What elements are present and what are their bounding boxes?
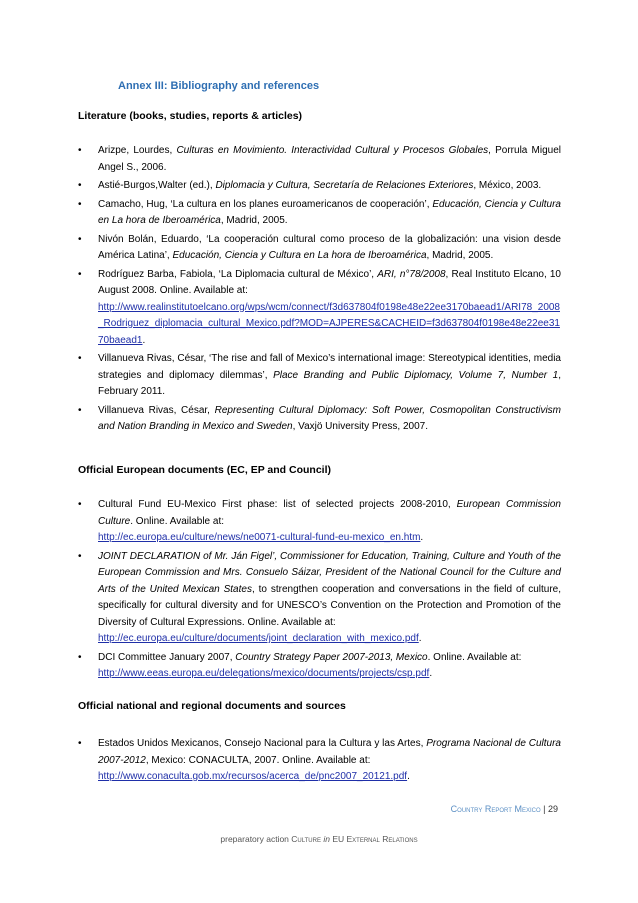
bullet-icon: • bbox=[78, 268, 82, 280]
annex-title: Annex III: Bibliography and references bbox=[118, 80, 320, 92]
list-item: • Villanueva Rivas, César, Representing Cultural Diplomacy: Soft Power, Cosmopolitan Constructivism and Nation Branding in Mexico and Sweden, Vaxjö University Press, 2007. bbox=[78, 404, 561, 432]
list-item: • Rodríguez Barba, Fabiola, ‘La Diplomacia cultural de México’, ARI, n°78/2008, Real Instituto Elcano, 10 August 2008. Online. Available at: http://www.realinstitutoelcano.org/wps/wcm/connect/f3d637804f0198e48e22ee3170baead1/ARI78_2008_Rodriguez_diplomacia_cultural_Mexico.pdf?MOD=AJPERES&CACHEID=f3d637804f0198e48e22ee3170baead1. bbox=[78, 268, 561, 346]
list-item: • Villanueva Rivas, César, ‘The rise and fall of Mexico’s international image: Stereotypical identities, media strategies and diplomacy dilemmas’, Place Branding and Public Diplomacy, Volume 7, Number 1, February 2011. bbox=[78, 353, 561, 397]
reference-link[interactable]: http://ec.europa.eu/culture/news/ne0071-cultural-fund-eu-mexico_en.htm bbox=[98, 532, 421, 543]
section-heading-national: Official national and regional documents and sources bbox=[78, 700, 346, 712]
reference-link[interactable]: http://www.eeas.europa.eu/delegations/mexico/documents/projects/csp.pdf bbox=[98, 668, 430, 679]
bullet-icon: • bbox=[78, 180, 82, 191]
list-item: • Astié-Burgos,Walter (ed.), Diplomacia y Cultura, Secretaría de Relaciones Exteriores, México, 2003. bbox=[78, 178, 561, 195]
list-item: • Camacho, Hug, ‘La cultura en los planes euroamericanos de cooperación’, Educación, Ciencia y Cultura en La hora de Iberoamérica, Madrid, 2005. bbox=[78, 198, 561, 226]
page-footer-action: preparatory action Culture in EU External Relations bbox=[220, 834, 418, 844]
list-item: • Nivón Bolán, Eduardo, ‘La cooperación cultural como proceso de la globalización: una vision desde América Latina’, Educación, Ciencia y Cultura en La hora de Iberoamérica, Madrid, 2005. bbox=[78, 233, 561, 261]
bullet-icon: • bbox=[78, 353, 82, 364]
bullet-icon: • bbox=[78, 198, 82, 210]
list-item: • Arizpe, Lourdes, Culturas en Movimiento. Interactividad Cultural y Procesos Globales, Porrula Miguel Angel S., 2006. bbox=[78, 145, 561, 173]
national-documents-list bbox=[78, 736, 561, 788]
bullet-icon: • bbox=[78, 233, 82, 245]
list-item: • JOINT DECLARATION of Mr. Ján Figel’, Commissioner for Education, Training, Culture and Youth of the European Commission and Mrs. Consuelo Sáizar, President of the National Council for the Culture and Arts of the United Mexican States, to strengthen cooperation and conversations in the field of culture, specifically for cultural diversity and for UNESCO’s Convention on the Protection and Promotion of the Diversity of Cultural Expressions. Online. Available at: http://ec.europa.eu/culture/documents/joint_declaration_with_mexico.pdf. bbox=[78, 550, 562, 644]
bullet-icon: • bbox=[78, 499, 82, 510]
list-item: • Estados Unidos Mexicanos, Consejo Nacional para la Cultura y las Artes, Programa Nacional de Cultura 2007-2012, Mexico: CONACULTA, 2007. Online. Available at: http://www.conaculta.gob.mx/recursos/acerca_de/pnc2007_20121.pdf. bbox=[78, 738, 561, 782]
bullet-icon: • bbox=[78, 550, 82, 562]
bullet-icon: • bbox=[78, 404, 82, 416]
section-heading-european: Official European documents (EC, EP and Council) bbox=[78, 464, 332, 476]
list-item: • DCI Committee January 2007, Country Strategy Paper 2007-2013, Mexico. Online. Available at: http://www.eeas.europa.eu/delegations/mexico/documents/projects/csp.pdf. bbox=[78, 651, 522, 679]
reference-link[interactable]: http://ec.europa.eu/culture/documents/joint_declaration_with_mexico.pdf bbox=[98, 633, 419, 644]
reference-link[interactable]: http://www.realinstitutoelcano.org/wps/wcm/connect/f3d637804f0198e48e22ee3170baead1/ARI78_2008_Rodriguez_diplomacia_cultural_Mexico.pdf?MOD=AJPERES&CACHEID=f3d637804f0198e48e22ee3170baead1 bbox=[98, 301, 560, 346]
reference-link[interactable]: http://www.conaculta.gob.mx/recursos/acerca_de/pnc2007_20121.pdf bbox=[98, 771, 408, 782]
report-label: Country Report Mexico bbox=[450, 804, 541, 814]
list-item: • Cultural Fund EU-Mexico First phase: list of selected projects 2008-2010, European Commission Culture. Online. Available at: http://ec.europa.eu/culture/news/ne0071-cultural-fund-eu-mexico_en.htm. bbox=[78, 499, 561, 543]
bullet-icon: • bbox=[78, 145, 82, 156]
footer-separator: | bbox=[543, 804, 546, 814]
section-heading-literature: Literature (books, studies, reports & articles) bbox=[78, 110, 303, 122]
bullet-icon: • bbox=[78, 651, 82, 663]
literature-list bbox=[78, 143, 561, 438]
bullet-icon: • bbox=[78, 738, 82, 749]
page-footer-report bbox=[451, 804, 558, 814]
european-documents-list bbox=[78, 497, 561, 685]
page-number: 29 bbox=[547, 804, 558, 814]
